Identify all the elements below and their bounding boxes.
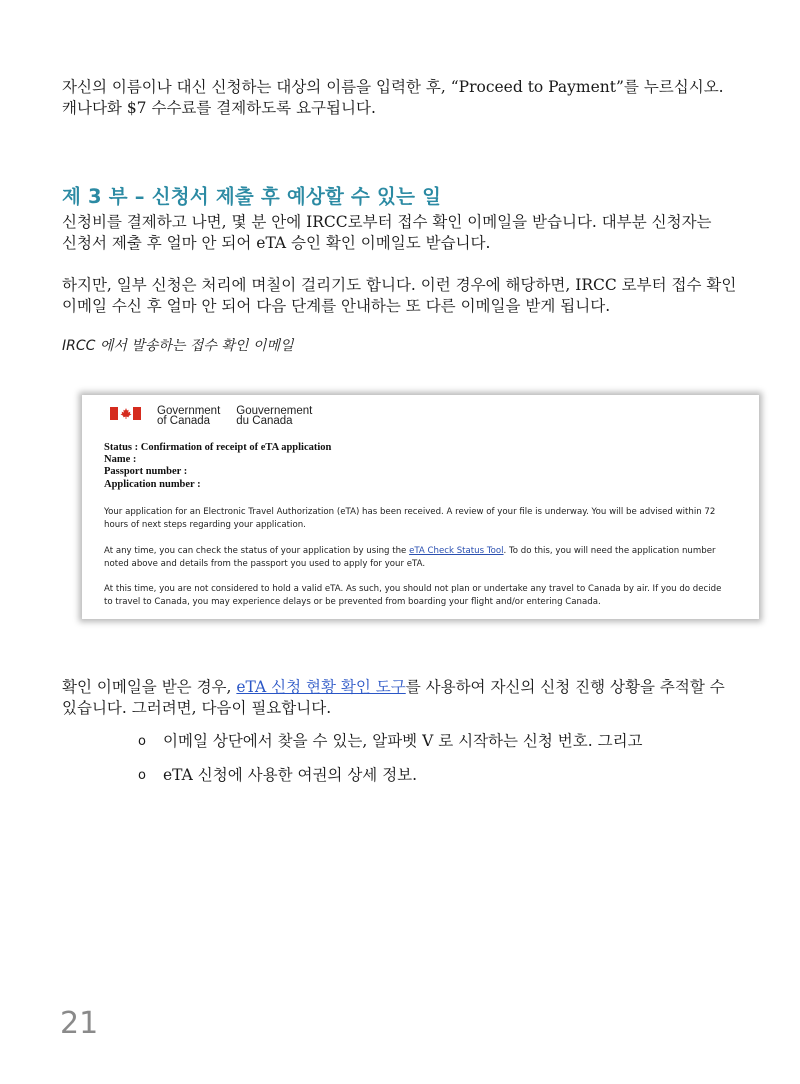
email-p3-line-2: to travel to Canada, you may experience delays or be prevented from boarding your flight and/or entering Canada.	[104, 596, 601, 607]
email-p1-line-1: Your application for an Electronic Travel Authorization (eTA) has been received. A review of your file is underway. You will be advised within 72	[104, 507, 716, 517]
list-item	[138, 765, 417, 786]
after-line-2: 있습니다. 그러려면, 다음이 필요합니다.	[62, 699, 332, 717]
eta-check-status-tool-link[interactable]: eTA Check Status Tool	[409, 546, 504, 556]
email-paragraph-2	[104, 545, 734, 570]
eta-status-tool-link[interactable]: eTA 신청 현황 확인 도구	[236, 678, 406, 696]
figure-caption: IRCC 에서 발송하는 접수 확인 이메일	[62, 338, 294, 354]
status-line: Status : Confirmation of receipt of eTA application	[104, 442, 332, 453]
gov-fr-line-1: Gouvernement	[236, 405, 313, 417]
after-paragraph	[62, 677, 762, 719]
name-line: Name :	[104, 454, 137, 466]
government-of-canada-wordmark	[157, 406, 220, 426]
bullet-text-1: 이메일 상단에서 찾을 수 있는, 알파벳 V 로 시작하는 신청 번호. 그리고	[163, 732, 643, 750]
section-p2-line-1: 하지만, 일부 신청은 처리에 며칠이 걸리기도 합니다. 이런 경우에 해당하면, IRCC 로부터 접수 확인	[62, 276, 737, 294]
intro-line-2: 캐나다화 $7 수수료를 결제하도록 요구됩니다.	[62, 99, 376, 117]
email-p2-line-2: noted above and details from the passport you used to apply for your eTA.	[104, 558, 426, 569]
government-header	[110, 406, 312, 426]
bullet-text-2: eTA 신청에 사용한 여권의 상세 정보.	[163, 766, 418, 784]
email-p2-line-1a: At any time, you can check the status of your application by using the	[104, 546, 410, 556]
application-line: Application number :	[104, 478, 201, 490]
section-p1-line-1: 신청비를 결제하고 나면, 몇 분 안에 IRCC로부터 접수 확인 이메일을 받습니다. 대부분 신청자는	[62, 213, 712, 231]
canada-flag-icon	[110, 407, 141, 420]
gouvernement-du-canada-wordmark	[236, 406, 312, 426]
bullet-marker: o	[138, 734, 146, 749]
bullet-marker: o	[138, 768, 146, 783]
list-item	[138, 731, 643, 752]
gov-en-line-2: of Canada	[157, 415, 211, 427]
intro-paragraph	[62, 77, 762, 119]
section-heading: 제 3 부 – 신청서 제출 후 예상할 수 있는 일	[62, 185, 442, 208]
section-p1-line-2: 신청서 제출 후 얼마 안 되어 eTA 승인 확인 이메일도 받습니다.	[62, 234, 491, 252]
email-p3-line-1: At this time, you are not considered to hold a valid eTA. As such, you should not plan or undertake any travel to Canada by air. If you do decide	[104, 584, 722, 594]
passport-line: Passport number :	[104, 466, 188, 478]
email-p2-line-1b: . To do this, you will need the application number	[503, 546, 716, 556]
section-paragraph-1	[62, 212, 762, 254]
section-p2-line-2: 이메일 수신 후 얼마 안 되어 다음 단계를 안내하는 또 다른 이메일을 받게 됩니다.	[62, 297, 611, 315]
gov-fr-line-2: du Canada	[236, 415, 293, 427]
after-line-1b: 를 사용하여 자신의 신청 진행 상황을 추적할 수	[405, 678, 725, 696]
intro-line-1: 자신의 이름이나 대신 신청하는 대상의 이름을 입력한 후, “Proceed to Payment”를 누르십시오.	[62, 78, 724, 96]
email-screenshot	[82, 395, 759, 619]
gov-en-line-1: Government	[157, 405, 221, 417]
after-line-1a: 확인 이메일을 받은 경우,	[62, 678, 237, 696]
page-number: 21	[60, 1006, 99, 1041]
email-p1-line-2: hours of next steps regarding your application.	[104, 519, 306, 530]
email-paragraph-3	[104, 583, 734, 608]
section-paragraph-2	[62, 275, 762, 317]
email-meta-fields	[104, 442, 331, 491]
email-paragraph-1	[104, 506, 734, 531]
